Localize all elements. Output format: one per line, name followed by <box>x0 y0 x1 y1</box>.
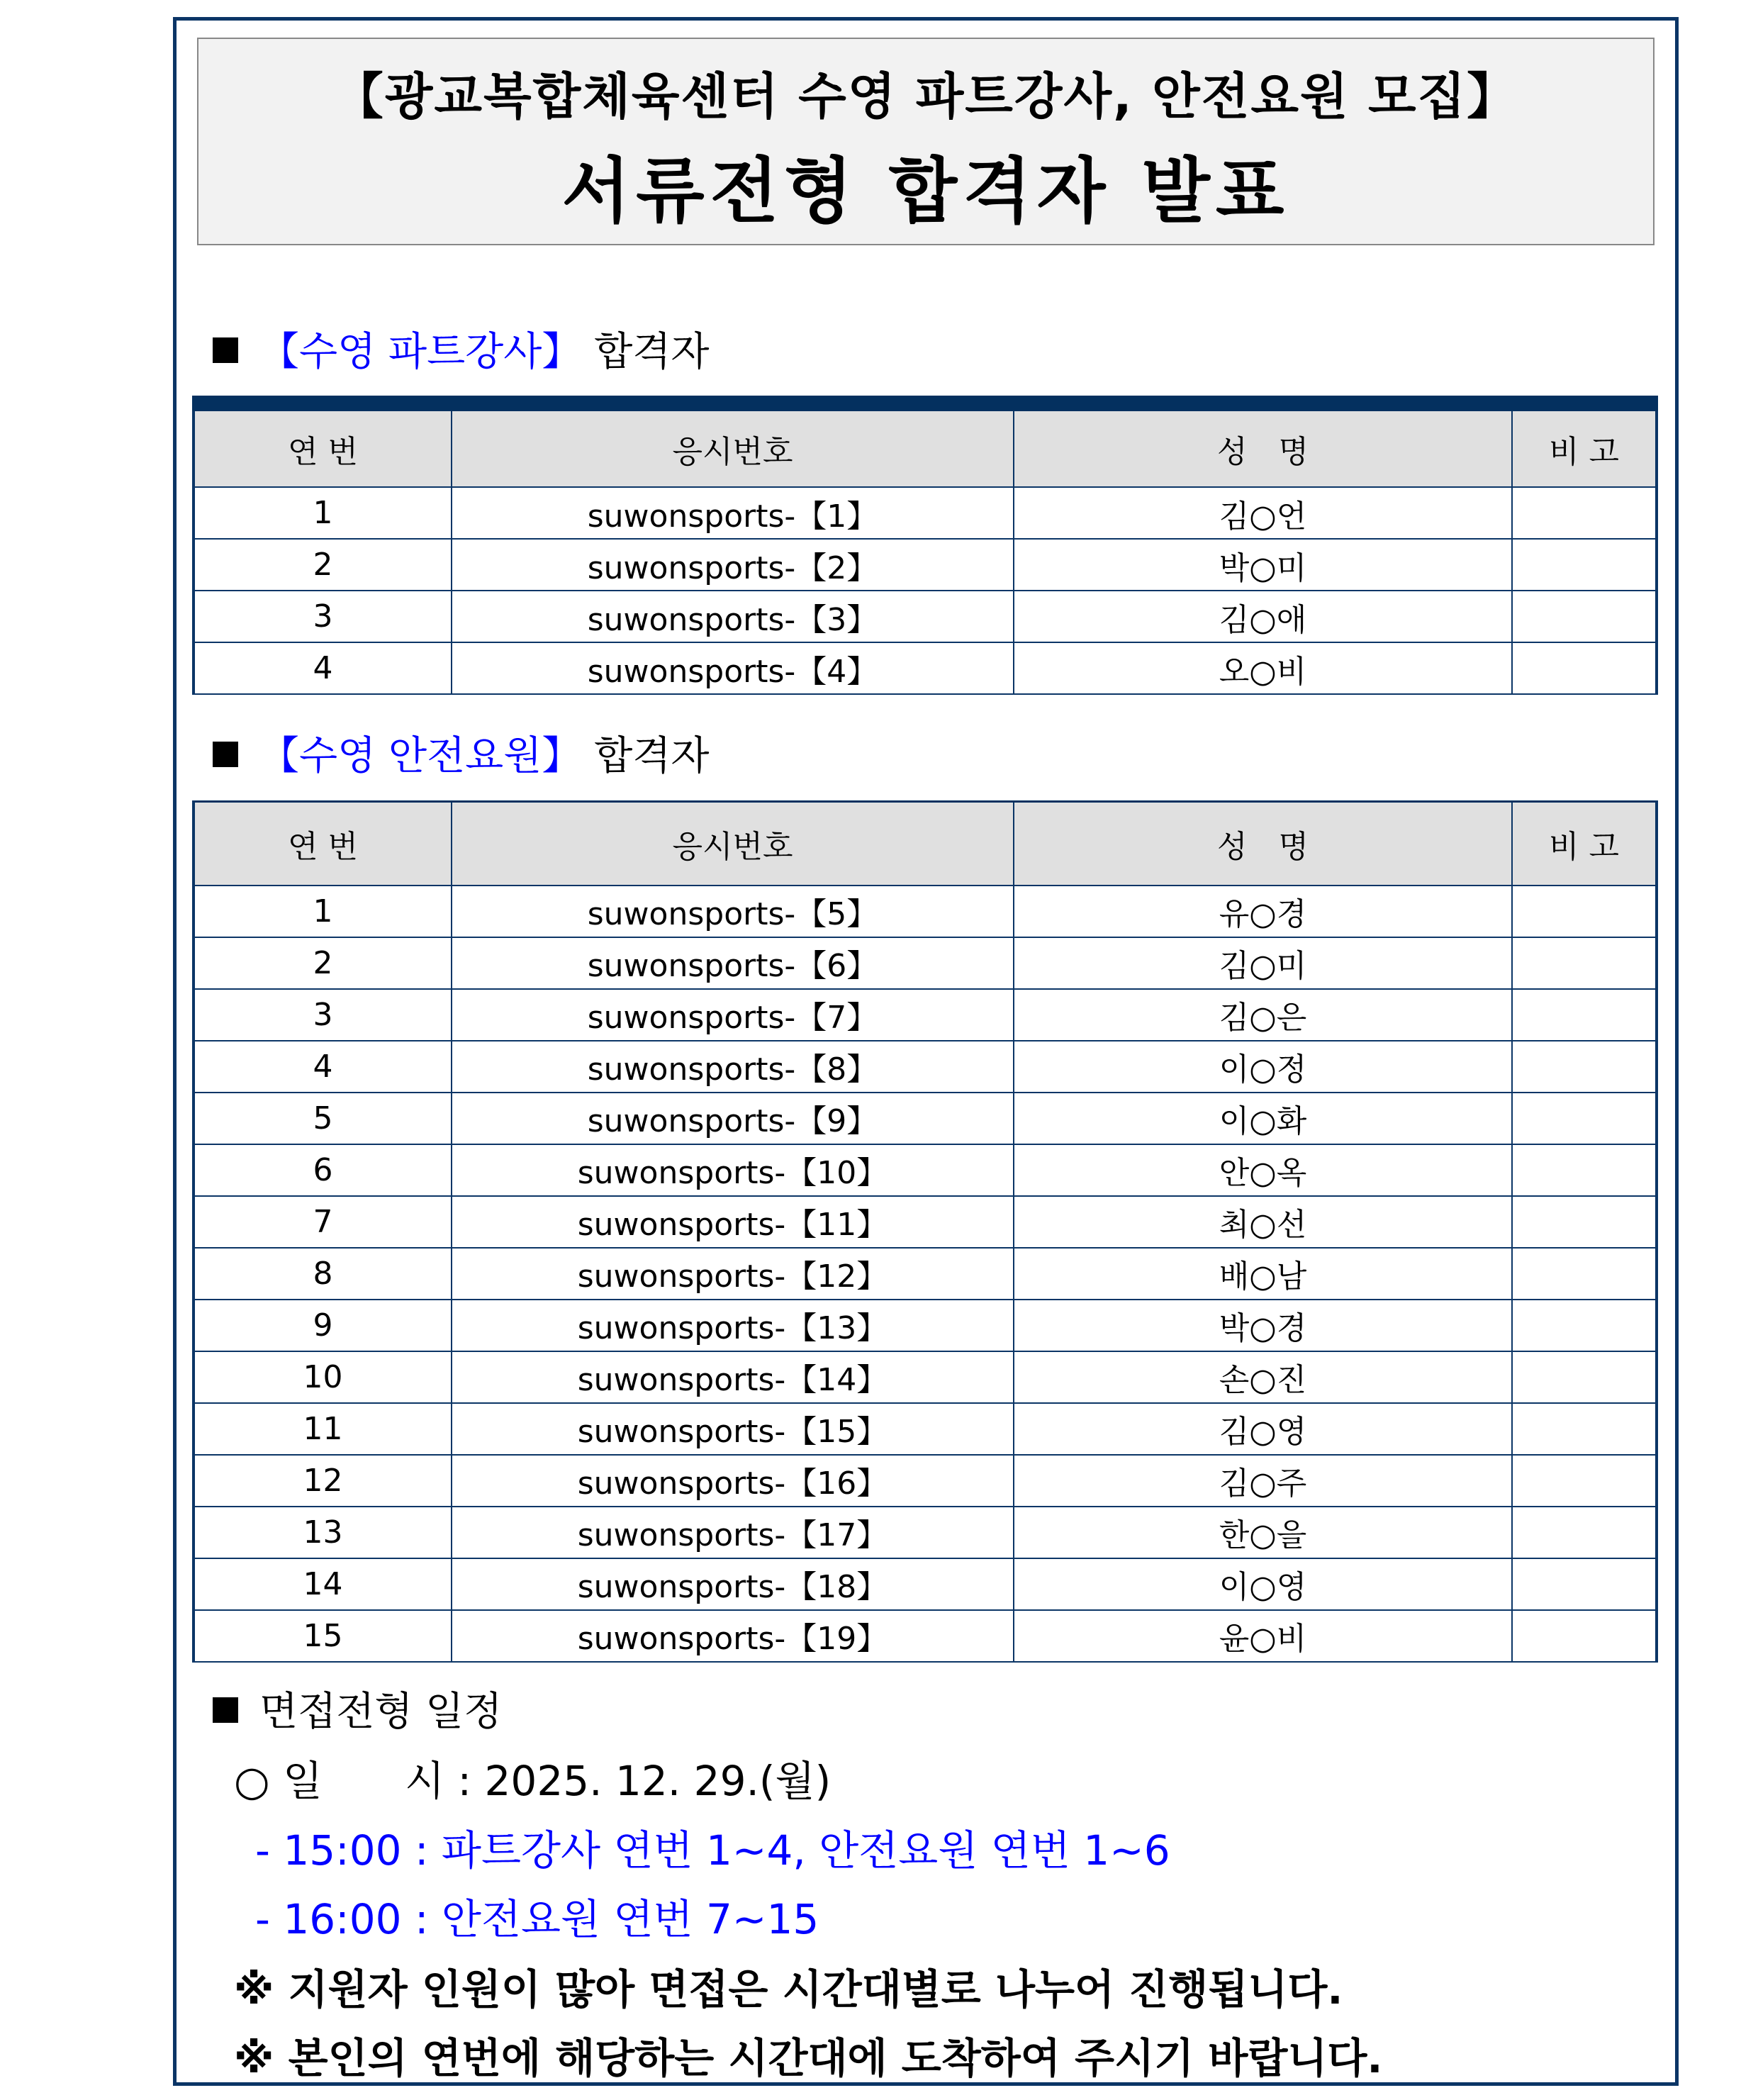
table-cell: 10 <box>194 1351 452 1403</box>
table-cell: suwonsports-【10】 <box>452 1144 1014 1196</box>
column-header: 연 번 <box>194 802 452 886</box>
table-cell: 8 <box>194 1248 452 1300</box>
title-box <box>197 38 1655 245</box>
table-cell: 김○은 <box>1014 989 1512 1041</box>
table-cell: 김○주 <box>1014 1455 1512 1507</box>
table-cell <box>1512 937 1657 989</box>
table-cell: 11 <box>194 1403 452 1455</box>
table-cell: 김○미 <box>1014 937 1512 989</box>
table-cell: 9 <box>194 1300 452 1351</box>
table-cell <box>1512 886 1657 937</box>
table-cell <box>1512 642 1657 694</box>
table-cell: suwonsports-【11】 <box>452 1196 1014 1248</box>
table-cell: suwonsports-【17】 <box>452 1507 1014 1558</box>
table-cell: 4 <box>194 1041 452 1093</box>
table-cell <box>1512 1403 1657 1455</box>
table-cell: suwonsports-【15】 <box>452 1403 1014 1455</box>
table-cell: suwonsports-【5】 <box>452 886 1014 937</box>
table-cell: 2 <box>194 539 452 591</box>
table-cell: suwonsports-【19】 <box>452 1610 1014 1662</box>
table-cell <box>1512 1248 1657 1300</box>
section1-tag: 【수영 파트강사】 <box>259 329 582 375</box>
table-cell: suwonsports-【7】 <box>452 989 1014 1041</box>
interview-heading <box>213 1680 502 1737</box>
column-header: 응시번호 <box>452 802 1014 886</box>
table-row <box>194 1196 1657 1248</box>
column-header: 비 고 <box>1512 403 1657 487</box>
table-cell: 6 <box>194 1144 452 1196</box>
table-row <box>194 591 1657 642</box>
table-row <box>194 1300 1657 1351</box>
table-cell <box>1512 1455 1657 1507</box>
table-row <box>194 1610 1657 1662</box>
table-cell: 최○선 <box>1014 1196 1512 1248</box>
table-cell: 이○화 <box>1014 1093 1512 1144</box>
table-cell: 1 <box>194 487 452 539</box>
table-cell: suwonsports-【2】 <box>452 539 1014 591</box>
table-cell: 1 <box>194 886 452 937</box>
table-cell: 7 <box>194 1196 452 1248</box>
interview-heading-text: 면접전형 일정 <box>259 1689 503 1735</box>
section1-heading <box>213 320 709 377</box>
table-row <box>194 1248 1657 1300</box>
table-cell: 손○진 <box>1014 1351 1512 1403</box>
title-line1: 【광교복합체육센터 수영 파트강사, 안전요원 모집】 <box>333 67 1518 125</box>
table-row <box>194 1507 1657 1558</box>
table-cell <box>1512 1351 1657 1403</box>
table-cell: 5 <box>194 1093 452 1144</box>
table-cell: 14 <box>194 1558 452 1610</box>
section2-heading <box>213 725 709 781</box>
section2-tag: 【수영 안전요원】 <box>259 733 582 779</box>
title-line2: 서류전형 합격자 발표 <box>561 150 1290 233</box>
table-cell: 김○애 <box>1014 591 1512 642</box>
interview-slot-2: - 16:00 : 안전요원 연번 7~15 <box>255 1895 819 1943</box>
section2-suffix: 합격자 <box>581 733 710 779</box>
table-row <box>194 539 1657 591</box>
column-header: 연 번 <box>194 403 452 487</box>
table-cell: 안○옥 <box>1014 1144 1512 1196</box>
table-cell <box>1512 1196 1657 1248</box>
section1-suffix: 합격자 <box>581 329 710 375</box>
table-cell <box>1512 1507 1657 1558</box>
table-row <box>194 1093 1657 1144</box>
table-cell: 13 <box>194 1507 452 1558</box>
table-cell <box>1512 1093 1657 1144</box>
table-cell: 2 <box>194 937 452 989</box>
table-cell: 배○남 <box>1014 1248 1512 1300</box>
table-row <box>194 1403 1657 1455</box>
table-row <box>194 1144 1657 1196</box>
table-row <box>194 642 1657 694</box>
table-cell: suwonsports-【6】 <box>452 937 1014 989</box>
table-cell: 김○영 <box>1014 1403 1512 1455</box>
square-bullet-icon <box>213 1697 238 1723</box>
table-cell: 12 <box>194 1455 452 1507</box>
header-row <box>194 403 1657 487</box>
table-cell: 4 <box>194 642 452 694</box>
table-row <box>194 487 1657 539</box>
table-row <box>194 886 1657 937</box>
column-header: 성 명 <box>1014 802 1512 886</box>
table-row <box>194 1351 1657 1403</box>
column-header: 성 명 <box>1014 403 1512 487</box>
table-row <box>194 989 1657 1041</box>
table-cell: suwonsports-【3】 <box>452 591 1014 642</box>
note-2: ※ 본인의 연번에 해당하는 시간대에 도착하여 주시기 바랍니다. <box>234 2034 1383 2082</box>
table-cell: suwonsports-【13】 <box>452 1300 1014 1351</box>
table-cell: suwonsports-【1】 <box>452 487 1014 539</box>
table-cell <box>1512 1558 1657 1610</box>
table-cell: 윤○비 <box>1014 1610 1512 1662</box>
column-header: 비 고 <box>1512 802 1657 886</box>
table-cell: 3 <box>194 591 452 642</box>
table-cell: 이○정 <box>1014 1041 1512 1093</box>
table-cell <box>1512 1144 1657 1196</box>
lifeguard-table <box>192 800 1658 1663</box>
part-instructor-table <box>192 396 1658 695</box>
table-cell <box>1512 487 1657 539</box>
table-cell <box>1512 1300 1657 1351</box>
table-cell: suwonsports-【18】 <box>452 1558 1014 1610</box>
column-header: 응시번호 <box>452 403 1014 487</box>
table-cell: 15 <box>194 1610 452 1662</box>
table-cell: 오○비 <box>1014 642 1512 694</box>
note-1: ※ 지원자 인원이 많아 면접은 시간대별로 나누어 진행됩니다. <box>234 1965 1343 2014</box>
square-bullet-icon <box>213 742 238 767</box>
table-cell: 김○언 <box>1014 487 1512 539</box>
table-cell: 유○경 <box>1014 886 1512 937</box>
table-cell: suwonsports-【4】 <box>452 642 1014 694</box>
table-row <box>194 937 1657 989</box>
table-cell: 한○을 <box>1014 1507 1512 1558</box>
table-row <box>194 1041 1657 1093</box>
table-cell: suwonsports-【8】 <box>452 1041 1014 1093</box>
header-row <box>194 802 1657 886</box>
table-cell <box>1512 539 1657 591</box>
interview-date: ○ 일 시 : 2025. 12. 29.(월) <box>234 1757 832 1805</box>
table-cell <box>1512 1610 1657 1662</box>
table-cell: 이○영 <box>1014 1558 1512 1610</box>
table-cell: 박○미 <box>1014 539 1512 591</box>
table-cell: suwonsports-【16】 <box>452 1455 1014 1507</box>
table-cell: 박○경 <box>1014 1300 1512 1351</box>
table-row <box>194 1558 1657 1610</box>
table-cell: suwonsports-【9】 <box>452 1093 1014 1144</box>
table-row <box>194 1455 1657 1507</box>
table-cell <box>1512 989 1657 1041</box>
table-cell: 3 <box>194 989 452 1041</box>
table-cell: suwonsports-【14】 <box>452 1351 1014 1403</box>
square-bullet-icon <box>213 337 238 363</box>
table-cell: suwonsports-【12】 <box>452 1248 1014 1300</box>
table-cell <box>1512 591 1657 642</box>
interview-slot-1: - 15:00 : 파트강사 연번 1~4, 안전요원 연번 1~6 <box>255 1826 1170 1875</box>
table-cell <box>1512 1041 1657 1093</box>
